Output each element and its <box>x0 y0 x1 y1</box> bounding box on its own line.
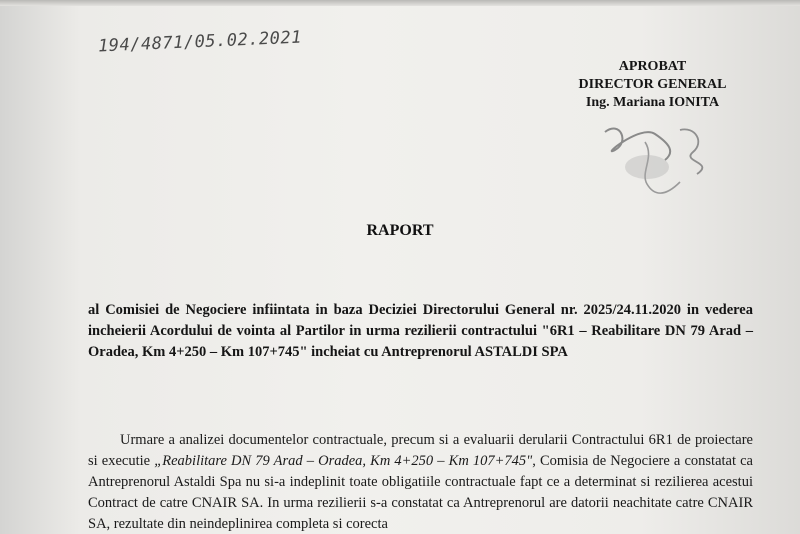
approval-role: DIRECTOR GENERAL <box>578 77 727 92</box>
page-top-edge <box>0 0 800 6</box>
body-text-start: Urmare a analizei documentelor contractuale, precum si a evaluarii derularii Contractului 6R1 de proiectare si executie <box>88 432 753 469</box>
approval-name: Ing. Mariana IONITA <box>585 95 720 110</box>
registration-number: 194/4871/05.02.2021 <box>97 27 303 57</box>
body-text-end: , Comisia de Negociere a constatat ca Antreprenorul Astaldi Spa nu si-a indeplinit toate obligatiile contractuale fapt ce a determinat si rezilierea acestui Contract de catre CNAIR SA. In urma rezilierii s-a constatat ca Antreprenorul are datorii neachitate catre CNAIR SA, rezultate din neindeplinirea completa si corecta <box>88 453 753 532</box>
document-title: RAPORT <box>366 222 434 239</box>
approval-title: APROBAT <box>618 59 687 74</box>
intro-paragraph: al Comisiei de Negociere infiintata in baza Deciziei Directorului General nr. 2025/24.11.2020 in vederea incheierii Acordului de vointa al Partilor in urma rezilierii contractului "6R1 – Reabilitare DN 79 Arad – Oradea, Km 4+250 – Km 107+745" incheiat cu Antreprenorul ASTALDI SPA <box>88 302 753 360</box>
body-paragraph <box>88 430 753 534</box>
approval-block <box>565 58 740 112</box>
project-name-italic: „Reabilitare DN 79 Arad – Oradea, Km 4+250 – Km 107+745" <box>154 453 533 469</box>
signature-scribble <box>585 112 735 202</box>
